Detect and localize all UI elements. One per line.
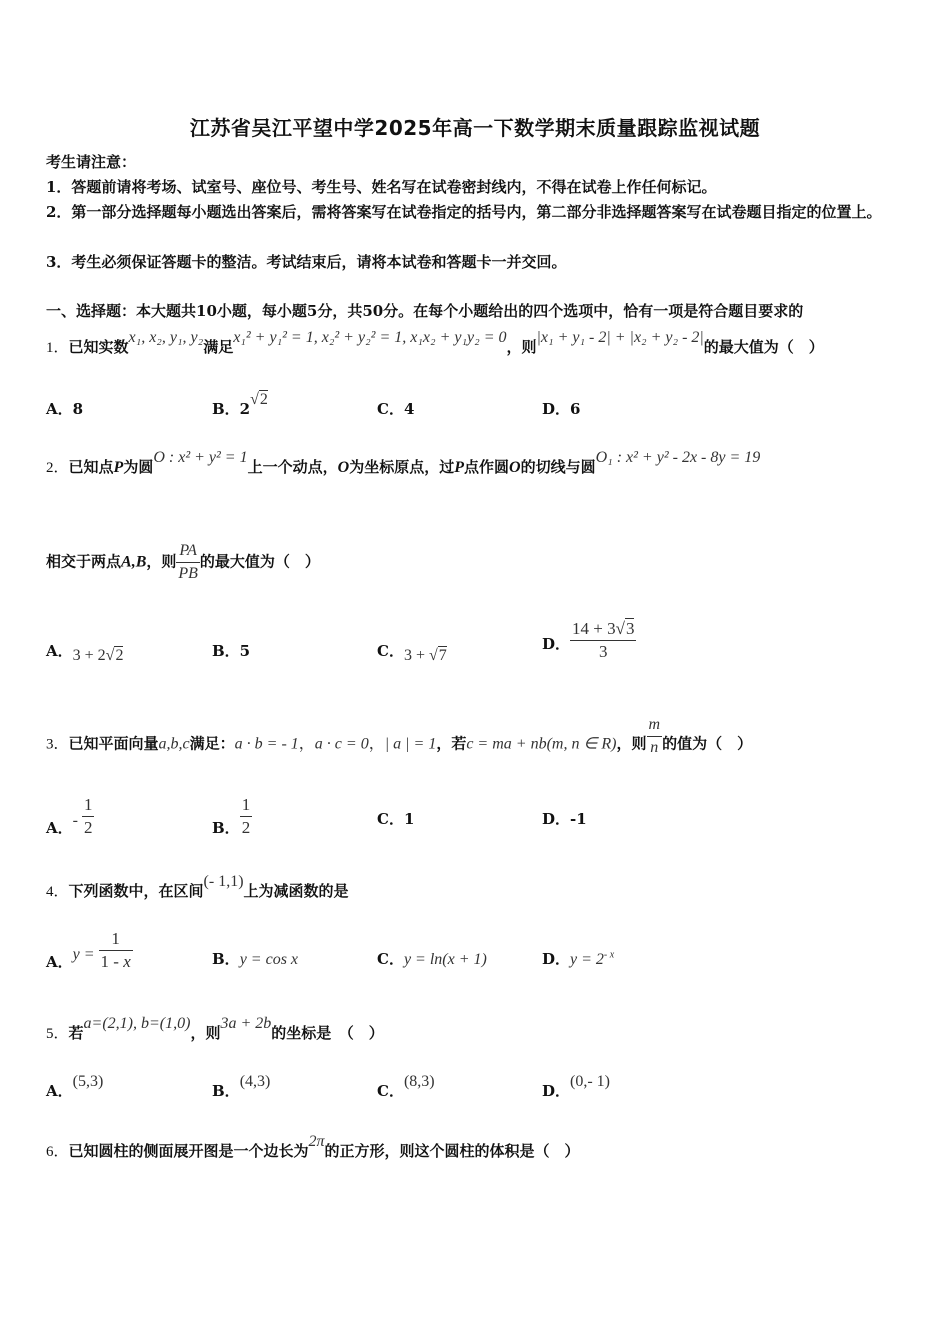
fraction [176,540,200,585]
option-label: A． [46,952,73,971]
q4-option-c[interactable] [377,948,487,969]
q5-option-c[interactable] [377,1073,435,1101]
math-expression: (0,- 1) [570,1073,610,1090]
q3-option-a[interactable]: A．- $\frac{1}{2}$ [46,795,93,837]
option-label: A． [46,1082,73,1100]
math-expression: A,B [121,553,147,571]
question-text: ，则 [190,1024,221,1042]
option-label: A． [46,642,73,660]
question-1 [46,329,824,357]
question-text: 已知点 [68,458,114,476]
question-6 [46,1133,580,1161]
question-text: 若 [68,1024,84,1042]
option-label: B．2 [212,400,251,418]
option-label: C． [377,1082,404,1100]
q5-option-b[interactable] [212,1073,271,1101]
question-number: 2． [46,460,69,476]
question-5 [46,1015,384,1043]
q1-option-b[interactable] [212,391,268,419]
page-title: 江苏省吴江平望中学2025年高一下数学期末质量跟踪监视试题 [189,116,761,140]
notice-item-1: 1．答题前请将考场、试室号、座位号、考生号、姓名写在试卷密封线内，不得在试卷上作任何标记。 [46,178,717,196]
question-number: 6． [46,1144,69,1160]
math-expression: a,b,c [158,735,190,753]
math-expression: | a | = 1 [384,735,437,753]
question-text: 的值为（ ） [662,734,753,753]
question-text: 为坐标原点，过 [349,458,455,476]
fraction [570,618,636,663]
fraction-denominator: n [650,739,659,756]
math-expression: O₁ : x² + y² - 2x - 8y = 19 [595,449,761,466]
question-text: 满足 [203,338,234,356]
math-expression: |x₁ + y₁ - 2| + |x₂ + y₂ - 2| [536,329,704,346]
question-text: ，若 [436,734,467,753]
notice-heading: 考生请注意： [46,153,137,171]
fraction: $\frac{1}{2}$ [241,795,251,837]
q4-option-d[interactable] [542,948,614,969]
question-text: 相交于两点 [46,552,122,571]
fraction-numerator: PA [176,540,200,563]
option-label: B． [212,1082,240,1100]
math-expression: 3a + 2b [220,1015,272,1032]
q2-option-c[interactable] [377,640,447,664]
option-label: A． [46,818,73,837]
q1-option-c[interactable]: C．4 [377,400,415,418]
question-text: 点作圆 [463,458,509,476]
question-number: 1． [46,340,69,356]
math-expression: (5,3) [72,1073,104,1090]
math-expression: x₁, x₂, y₁, y₂ [128,329,204,346]
math-expression: O : x² + y² = 1 [153,449,248,466]
q3-option-b[interactable] [212,794,252,839]
question-text: ，则 [616,734,647,753]
q5-option-d[interactable] [542,1073,610,1101]
math-expression: a · c = 0 [314,735,369,753]
math-expression: $y = 2^{- x}$ [570,949,615,968]
math-expression: (4,3) [239,1073,271,1090]
option-label: B． [212,950,240,968]
question-2 [46,449,761,477]
q3-option-c[interactable]: C．1 [377,810,415,828]
math-expression: (8,3) [403,1073,435,1090]
question-text: 为圆 [123,458,154,476]
option-label: B． [212,818,240,837]
math-expression: O [337,459,350,476]
fraction: $\frac{1}{1 - x}$ [100,929,131,971]
question-text: 上为减函数的是 [243,882,349,900]
q3-option-d[interactable]: D．-1 [542,810,587,828]
option-label: C． [377,642,404,660]
question-2-continued [46,540,320,585]
fraction-numerator: m [647,714,663,737]
question-text: 已知圆柱的侧面展开图是一个边长为 [68,1142,309,1160]
q2-option-a[interactable] [46,640,124,664]
option-label: D． [542,634,571,653]
question-text: 的最大值为（ ） [703,338,824,356]
question-text: 已知实数 [68,338,129,356]
question-text: 的切线与圆 [520,458,596,476]
math-expression: √2 [250,391,268,408]
math-expression: 3 + 2√2 [72,647,124,664]
math-expression: y = ln(x + 1) [403,951,487,968]
math-expression: 2π [308,1133,325,1150]
option-label: D． [542,1082,571,1100]
math-expression: (- 1,1) [203,873,244,890]
q4-option-b[interactable] [212,948,298,969]
option-label: C． [377,950,404,968]
q2-option-d[interactable] [542,618,636,663]
question-3: 3．已知平面向量a,b,c满足：a · b = - 1，a · c = 0，| a | = 1，若c = ma + nb(m, n ∈ R)，则 $\frac{m}{n}$ 的值为（ ） [46,722,752,767]
math-expression: a=(2,1), b=(1,0) [83,1015,191,1032]
question-text: 下列函数中，在区间 [68,882,204,900]
q5-option-a[interactable] [46,1073,104,1101]
notice-item-3: 3．考生必须保证答题卡的整洁。考试结束后，请将本试卷和答题卡一并交回。 [46,253,567,271]
notice-item-2: 2．第一部分选择题每小题选出答案后，需将答案写在试卷指定的括号内，第二部分非选择题答案写在试卷题目指定的位置上。 [46,203,882,221]
math-expression: P [454,459,464,476]
question-number: 4． [46,884,69,900]
section-title: 一、选择题：本大题共10小题，每小题5分，共50分。在每个小题给出的四个选项中，恰有一项是符合题目要求的 [46,302,804,320]
question-number: 3． [46,736,69,753]
question-text: 已知平面向量 [68,734,159,753]
question-number: 5． [46,1026,69,1042]
q4-option-a[interactable]: A．y = $\frac{1}{1 - x}$ [46,929,131,971]
math-expression: a · b = - 1 [234,735,299,753]
question-4 [46,873,349,901]
question-text: 的最大值为（ ） [199,552,320,571]
fraction-denominator: 3 [598,642,608,661]
question-text: ，则 [506,338,537,356]
question-text: 满足： [189,734,235,753]
fraction-denominator: PB [178,565,198,582]
question-text: ，则 [146,552,177,571]
fraction: $\frac{1}{2}$ [83,795,93,837]
math-expression: P [113,459,124,476]
math-expression: O [509,459,521,476]
math-expression: c = ma + nb(m, n ∈ R) [466,735,617,753]
q1-option-a[interactable]: A．8 [46,400,84,418]
q2-option-b[interactable]: B．5 [212,642,251,660]
question-text: 的坐标是 （ ） [271,1024,384,1042]
math-expression: y = cos x [239,951,299,968]
question-text: 的正方形，则这个圆柱的体积是（ ） [324,1142,580,1160]
math-expression: 3 + √7 [403,647,447,664]
question-text: 上一个动点， [247,458,338,476]
q1-option-d[interactable]: D．6 [542,400,581,418]
fraction-numerator: 14 + 3√3 [570,618,636,641]
option-label: D． [542,950,571,968]
fraction [647,714,663,759]
math-expression: x₁² + y₁² = 1, x₂² + y₂² = 1, x₁x₂ + y₁y₂ = 0 [233,329,507,346]
